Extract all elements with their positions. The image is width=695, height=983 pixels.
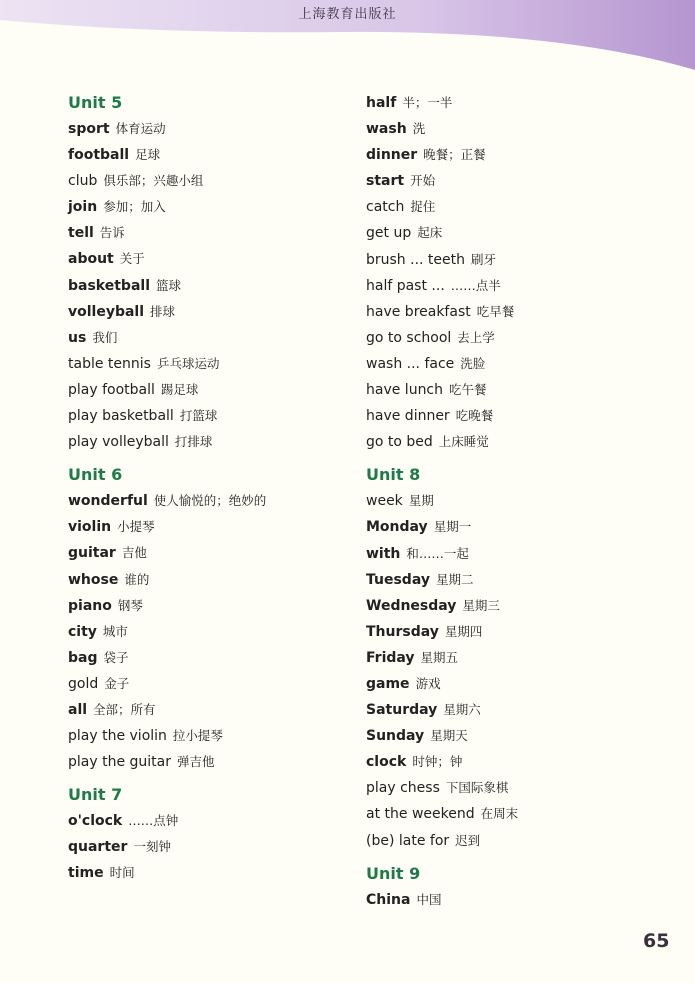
chinese-meaning: 星期五 — [420, 649, 459, 665]
vocab-entry — [68, 860, 358, 886]
english-word: play volleyball — [68, 434, 169, 451]
english-word: play basketball — [68, 408, 174, 425]
vocab-entry — [366, 403, 656, 429]
vocab-entry — [366, 429, 656, 455]
chinese-meaning: 星期三 — [462, 597, 500, 613]
chinese-meaning: 篮球 — [156, 277, 182, 293]
chinese-meaning: 踢足球 — [160, 381, 199, 397]
english-word: bag — [68, 649, 98, 666]
chinese-meaning: 小提琴 — [117, 519, 155, 535]
english-word: Friday — [366, 649, 415, 666]
english-word: basketball — [68, 277, 150, 294]
chinese-meaning: 关于 — [119, 251, 145, 267]
vocab-entry — [366, 247, 656, 273]
vocab-entry — [68, 645, 358, 671]
vocab-entry — [366, 775, 656, 801]
english-word: Sunday — [366, 728, 425, 745]
english-word: dinner — [366, 147, 418, 164]
chinese-meaning: 捉住 — [410, 199, 436, 215]
english-word: go to bed — [366, 434, 433, 451]
english-word: game — [366, 675, 410, 692]
vocab-entry — [366, 90, 656, 116]
chinese-meaning: 打排球 — [174, 434, 213, 450]
vocab-entry — [68, 834, 358, 860]
vocab-entry — [68, 273, 358, 299]
vocab-entry — [68, 194, 358, 220]
vocab-entry — [68, 723, 358, 749]
vocab-entry — [366, 194, 656, 220]
chinese-meaning: 晚餐；正餐 — [423, 147, 486, 163]
vocab-entry — [68, 325, 358, 351]
vocab-entry — [68, 619, 358, 645]
chinese-meaning: ……点钟 — [128, 813, 179, 829]
english-word: (be) late for — [366, 832, 450, 849]
vocab-entry — [68, 429, 358, 455]
vocab-entry — [366, 142, 656, 168]
chinese-meaning: 下国际象棋 — [445, 780, 509, 796]
vocab-entry — [68, 749, 358, 775]
english-word: half — [366, 95, 397, 111]
vocab-entry — [366, 541, 656, 567]
english-word: half past ... — [366, 277, 445, 294]
english-word: Wednesday — [366, 597, 457, 614]
chinese-meaning: 去上学 — [457, 329, 495, 345]
chinese-meaning: 在周末 — [480, 806, 519, 822]
english-word: at the weekend — [366, 806, 475, 823]
vocab-entry — [366, 801, 656, 827]
vocab-entry — [68, 488, 358, 514]
chinese-meaning: 钢琴 — [117, 597, 143, 613]
page-number: 65 — [643, 930, 670, 952]
chinese-meaning: 足球 — [135, 147, 161, 163]
english-word: volleyball — [68, 303, 145, 320]
chinese-meaning: 吃晚餐 — [455, 408, 494, 424]
english-word: wash ... face — [366, 355, 455, 372]
english-word: wonderful — [68, 493, 148, 510]
chinese-meaning: ……点半 — [450, 277, 501, 293]
chinese-meaning: 告诉 — [99, 225, 125, 241]
chinese-meaning: 和……一起 — [406, 545, 469, 561]
english-word: with — [366, 545, 401, 562]
english-word: have breakfast — [366, 303, 471, 320]
english-word: have dinner — [366, 408, 450, 425]
english-word: week — [366, 493, 403, 510]
english-word: time — [68, 865, 104, 882]
vocab-entry — [366, 593, 656, 619]
vocab-entry — [366, 325, 656, 351]
english-word: play football — [68, 381, 155, 398]
english-word: join — [68, 199, 98, 216]
vocab-entry — [68, 593, 358, 619]
vocab-entry — [366, 887, 656, 913]
chinese-meaning: 我们 — [92, 329, 118, 345]
vocab-entry — [366, 299, 656, 325]
english-word: have lunch — [366, 382, 444, 399]
english-word: go to school — [366, 329, 452, 346]
chinese-meaning: 使人愉悦的；绝妙的 — [153, 493, 267, 509]
vocab-entry — [366, 619, 656, 645]
vocab-entry — [68, 351, 358, 377]
english-word: whose — [68, 571, 119, 588]
chinese-meaning: 洗脸 — [460, 355, 486, 371]
chinese-meaning: 洗 — [412, 121, 426, 137]
section-gap — [68, 775, 358, 782]
chinese-meaning: 迟到 — [455, 832, 481, 848]
vocab-entry — [366, 645, 656, 671]
vocab-entry — [68, 220, 358, 246]
english-word: gold — [68, 675, 99, 692]
chinese-meaning: 俱乐部；兴趣小组 — [103, 173, 204, 189]
chinese-meaning: 时钟；钟 — [412, 754, 463, 770]
vocab-entry — [68, 540, 358, 566]
english-word: piano — [68, 597, 112, 614]
english-word: catch — [366, 199, 405, 216]
chinese-meaning: 乒乓球运动 — [156, 355, 220, 371]
vocab-entry — [68, 403, 358, 429]
vocab-entry — [366, 723, 656, 749]
chinese-meaning: 吃早餐 — [476, 303, 515, 319]
section-gap — [366, 854, 656, 861]
chinese-meaning: 弹吉他 — [177, 754, 215, 770]
english-word: sport — [68, 121, 110, 137]
english-word: Tuesday — [366, 571, 430, 588]
vocab-entry — [68, 808, 358, 834]
chinese-meaning: 吃午餐 — [449, 382, 487, 398]
vocab-entry — [366, 351, 656, 377]
chinese-meaning: 半；一半 — [402, 95, 453, 110]
chinese-meaning: 星期天 — [430, 728, 468, 744]
english-word: club — [68, 173, 98, 190]
chinese-meaning: 游戏 — [415, 675, 441, 691]
vocab-entry — [68, 168, 358, 194]
chinese-meaning: 谁的 — [124, 571, 150, 587]
chinese-meaning: 排球 — [150, 303, 176, 319]
vocab-entry — [366, 697, 656, 723]
english-word: all — [68, 701, 88, 718]
chinese-meaning: 一刻钟 — [133, 839, 171, 855]
unit-heading: Unit 9 — [366, 863, 421, 883]
section-gap — [68, 455, 358, 462]
chinese-meaning: 时间 — [109, 865, 135, 881]
chinese-meaning: 上床睡觉 — [438, 434, 489, 450]
vocab-entry — [366, 514, 656, 540]
english-word: city — [68, 623, 97, 640]
vocab-entry — [366, 828, 656, 854]
english-word: Thursday — [366, 623, 439, 640]
english-word: about — [68, 251, 114, 268]
vocab-entry — [68, 299, 358, 325]
chinese-meaning: 星期二 — [435, 571, 474, 587]
vocab-entry — [366, 488, 656, 514]
english-word: quarter — [68, 839, 128, 856]
vocab-entry — [366, 671, 656, 697]
english-word: football — [68, 147, 130, 164]
english-word: play the guitar — [68, 754, 171, 771]
vocab-entry — [366, 749, 656, 775]
vocab-entry — [68, 142, 358, 168]
chinese-meaning: 打篮球 — [179, 408, 218, 424]
vocab-entry — [68, 116, 358, 142]
vocab-entry — [366, 567, 656, 593]
english-word: play the violin — [68, 728, 167, 745]
vocab-entry — [68, 377, 358, 403]
english-word: tell — [68, 225, 94, 242]
chinese-meaning: 参加；加入 — [103, 199, 166, 215]
chinese-meaning: 星期六 — [443, 702, 481, 718]
english-word: brush ... teeth — [366, 251, 466, 268]
chinese-meaning: 体育运动 — [115, 121, 166, 136]
vocab-entry — [68, 246, 358, 272]
publisher-header: 上海教育出版社 — [298, 7, 397, 22]
vocab-entry — [366, 273, 656, 299]
english-word: us — [68, 329, 87, 346]
chinese-meaning: 全部；所有 — [93, 701, 156, 717]
vocab-entry — [68, 567, 358, 593]
chinese-meaning: 拉小提琴 — [172, 728, 223, 744]
unit-heading: Unit 6 — [68, 465, 123, 485]
chinese-meaning: 起床 — [417, 225, 443, 241]
section-gap — [366, 455, 656, 462]
vocab-entry — [366, 220, 656, 246]
unit-heading: Unit 5 — [68, 93, 123, 112]
vocab-entry — [366, 116, 656, 142]
right-column — [366, 90, 656, 913]
english-word: Saturday — [366, 702, 438, 719]
english-word: guitar — [68, 545, 116, 562]
english-word: clock — [366, 754, 407, 771]
english-word: table tennis — [68, 355, 151, 372]
vocab-entry — [68, 514, 358, 540]
chinese-meaning: 刷牙 — [471, 251, 497, 267]
chinese-meaning: 城市 — [102, 623, 128, 639]
chinese-meaning: 星期四 — [444, 623, 483, 639]
chinese-meaning: 金子 — [104, 675, 130, 691]
english-word: violin — [68, 519, 112, 536]
chinese-meaning: 星期一 — [433, 519, 472, 535]
english-word: Monday — [366, 519, 428, 536]
vocab-entry — [68, 671, 358, 697]
chinese-meaning: 星期 — [408, 493, 434, 509]
unit-heading: Unit 8 — [366, 465, 421, 485]
vocab-entry — [68, 697, 358, 723]
chinese-meaning: 袋子 — [103, 649, 129, 665]
english-word: wash — [366, 121, 407, 138]
left-column — [68, 90, 358, 887]
chinese-meaning: 吉他 — [121, 545, 147, 561]
vocab-entry — [366, 168, 656, 194]
english-word: get up — [366, 225, 412, 242]
english-word: start — [366, 173, 405, 190]
chinese-meaning: 中国 — [416, 891, 442, 907]
english-word: o'clock — [68, 813, 123, 830]
unit-heading: Unit 7 — [68, 785, 123, 805]
english-word: play chess — [366, 780, 440, 797]
chinese-meaning: 开始 — [410, 173, 436, 189]
vocab-entry — [366, 377, 656, 403]
english-word: China — [366, 891, 411, 908]
